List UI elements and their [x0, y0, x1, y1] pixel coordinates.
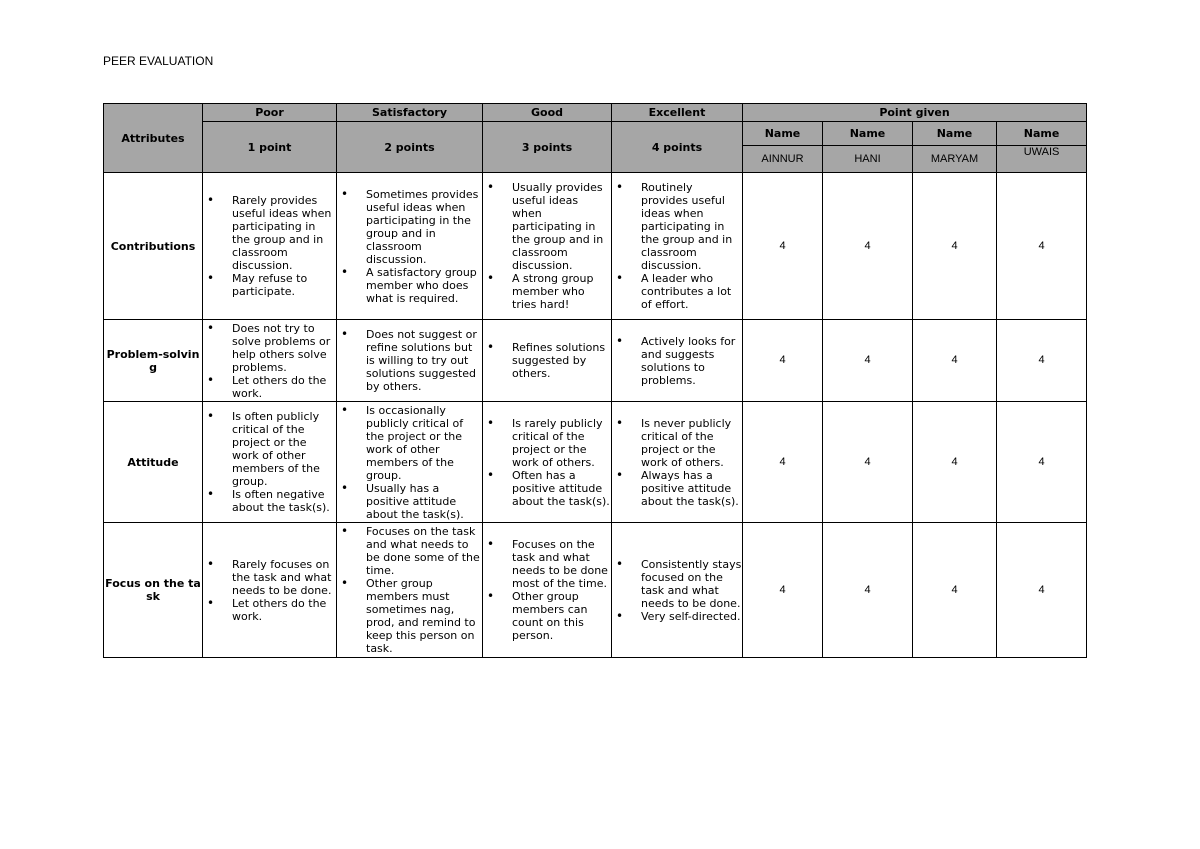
score-cell: 4: [997, 320, 1087, 402]
name-label: Name: [913, 122, 997, 146]
name-label: Name: [743, 122, 823, 146]
descriptor-item: • Is rarely publicly critical of the project or the work of others.: [485, 417, 611, 469]
descriptor-list: [203, 322, 336, 400]
descriptor-list: [203, 410, 336, 514]
descriptor-list: [337, 188, 482, 305]
descriptor-good: [483, 173, 612, 320]
descriptor-poor: [203, 173, 337, 320]
descriptor-satisfactory: [337, 402, 483, 523]
descriptor-item: • May refuse to participate.: [205, 272, 336, 298]
point-given-header: Point given: [743, 104, 1087, 122]
descriptor-excellent: [612, 320, 743, 402]
descriptor-list: [612, 181, 742, 311]
score-cell: 4: [823, 320, 913, 402]
attribute-name: Attitude: [104, 402, 203, 523]
points-good-header: 3 points: [483, 122, 612, 173]
score-cell: 4: [913, 523, 997, 658]
descriptor-item: • Rarely focuses on the task and what needs to be done.: [205, 558, 336, 597]
descriptor-excellent: [612, 402, 743, 523]
descriptor-list: [612, 417, 742, 508]
student-name: UWAIS: [997, 146, 1087, 173]
score-cell: 4: [997, 402, 1087, 523]
rubric-row: [104, 523, 1087, 658]
descriptor-item: • Focuses on the task and what needs to be done some of the time.: [339, 525, 482, 577]
student-name: MARYAM: [913, 146, 997, 173]
level-good-header: Good: [483, 104, 612, 122]
descriptor-satisfactory: [337, 173, 483, 320]
descriptor-item: • Rarely provides useful ideas when participating in the group and in classroom discussion.: [205, 194, 336, 272]
score-cell: 4: [913, 320, 997, 402]
descriptor-item: • Is occasionally publicly critical of the project or the work of other members of the group.: [339, 404, 482, 482]
level-excellent-header: Excellent: [612, 104, 743, 122]
descriptor-poor: [203, 523, 337, 658]
descriptor-item: • Other group members can count on this person.: [485, 590, 611, 642]
rubric-row: [104, 402, 1087, 523]
descriptor-item: • Very self-directed.: [614, 610, 742, 623]
descriptor-good: [483, 402, 612, 523]
descriptor-list: [612, 335, 742, 387]
rubric-row: [104, 173, 1087, 320]
score-cell: 4: [913, 173, 997, 320]
descriptor-excellent: [612, 173, 743, 320]
level-satisfactory-header: Satisfactory: [337, 104, 483, 122]
descriptor-item: • Actively looks for and suggests solutions to problems.: [614, 335, 742, 387]
name-label: Name: [997, 122, 1087, 146]
rubric-row: [104, 320, 1087, 402]
descriptor-item: • Focuses on the task and what needs to be done most of the time.: [485, 538, 611, 590]
score-cell: 4: [913, 402, 997, 523]
descriptor-good: [483, 320, 612, 402]
descriptor-item: • Usually provides useful ideas when participating in the group and in classroom discussion.: [485, 181, 611, 272]
descriptor-list: [337, 404, 482, 521]
descriptor-item: • A leader who contributes a lot of effort.: [614, 272, 742, 311]
level-poor-header: Poor: [203, 104, 337, 122]
attributes-header: Attributes: [104, 104, 203, 173]
score-cell: 4: [743, 173, 823, 320]
descriptor-item: • Consistently stays focused on the task and what needs to be done.: [614, 558, 742, 610]
descriptor-item: • Always has a positive attitude about the task(s).: [614, 469, 742, 508]
student-name: AINNUR: [743, 146, 823, 173]
score-cell: 4: [743, 402, 823, 523]
score-cell: 4: [823, 402, 913, 523]
attribute-name: Problem-solving: [104, 320, 203, 402]
descriptor-list: [483, 538, 611, 642]
descriptor-item: • Sometimes provides useful ideas when participating in the group and in classroom discussion.: [339, 188, 482, 266]
points-excellent-header: 4 points: [612, 122, 743, 173]
descriptor-item: • A satisfactory group member who does what is required.: [339, 266, 482, 305]
descriptor-item: • Other group members must sometimes nag, prod, and remind to keep this person on task.: [339, 577, 482, 655]
attribute-name: Focus on the task: [104, 523, 203, 658]
score-cell: 4: [997, 173, 1087, 320]
points-poor-header: 1 point: [203, 122, 337, 173]
student-name: HANI: [823, 146, 913, 173]
descriptor-item: • Is often negative about the task(s).: [205, 488, 336, 514]
descriptor-item: • Routinely provides useful ideas when participating in the group and in classroom discussion.: [614, 181, 742, 272]
descriptor-satisfactory: [337, 523, 483, 658]
descriptor-item: • Is often publicly critical of the project or the work of other members of the group.: [205, 410, 336, 488]
descriptor-item: • Let others do the work.: [205, 597, 336, 623]
descriptor-list: [483, 417, 611, 508]
name-label: Name: [823, 122, 913, 146]
descriptor-item: • Usually has a positive attitude about the task(s).: [339, 482, 482, 521]
descriptor-list: [483, 181, 611, 311]
peer-evaluation-table: [103, 103, 1087, 658]
page-title: PEER EVALUATION: [103, 54, 214, 68]
descriptor-excellent: [612, 523, 743, 658]
score-cell: 4: [743, 320, 823, 402]
descriptor-list: [203, 194, 336, 298]
score-cell: 4: [743, 523, 823, 658]
descriptor-poor: [203, 320, 337, 402]
descriptor-item: • Does not try to solve problems or help others solve problems.: [205, 322, 336, 374]
descriptor-item: • Refines solutions suggested by others.: [485, 341, 611, 380]
descriptor-list: [337, 525, 482, 655]
descriptor-item: • Often has a positive attitude about the task(s).: [485, 469, 611, 508]
descriptor-item: • Does not suggest or refine solutions but is willing to try out solutions suggested by others.: [339, 328, 482, 393]
descriptor-list: [612, 558, 742, 623]
descriptor-list: [337, 328, 482, 393]
descriptor-item: • A strong group member who tries hard!: [485, 272, 611, 311]
score-cell: 4: [997, 523, 1087, 658]
descriptor-item: • Is never publicly critical of the project or the work of others.: [614, 417, 742, 469]
attribute-name: Contributions: [104, 173, 203, 320]
rubric-body: [104, 173, 1087, 658]
descriptor-satisfactory: [337, 320, 483, 402]
score-cell: 4: [823, 173, 913, 320]
descriptor-list: [483, 341, 611, 380]
descriptor-list: [203, 558, 336, 623]
descriptor-good: [483, 523, 612, 658]
descriptor-item: • Let others do the work.: [205, 374, 336, 400]
points-satisfactory-header: 2 points: [337, 122, 483, 173]
descriptor-poor: [203, 402, 337, 523]
score-cell: 4: [823, 523, 913, 658]
